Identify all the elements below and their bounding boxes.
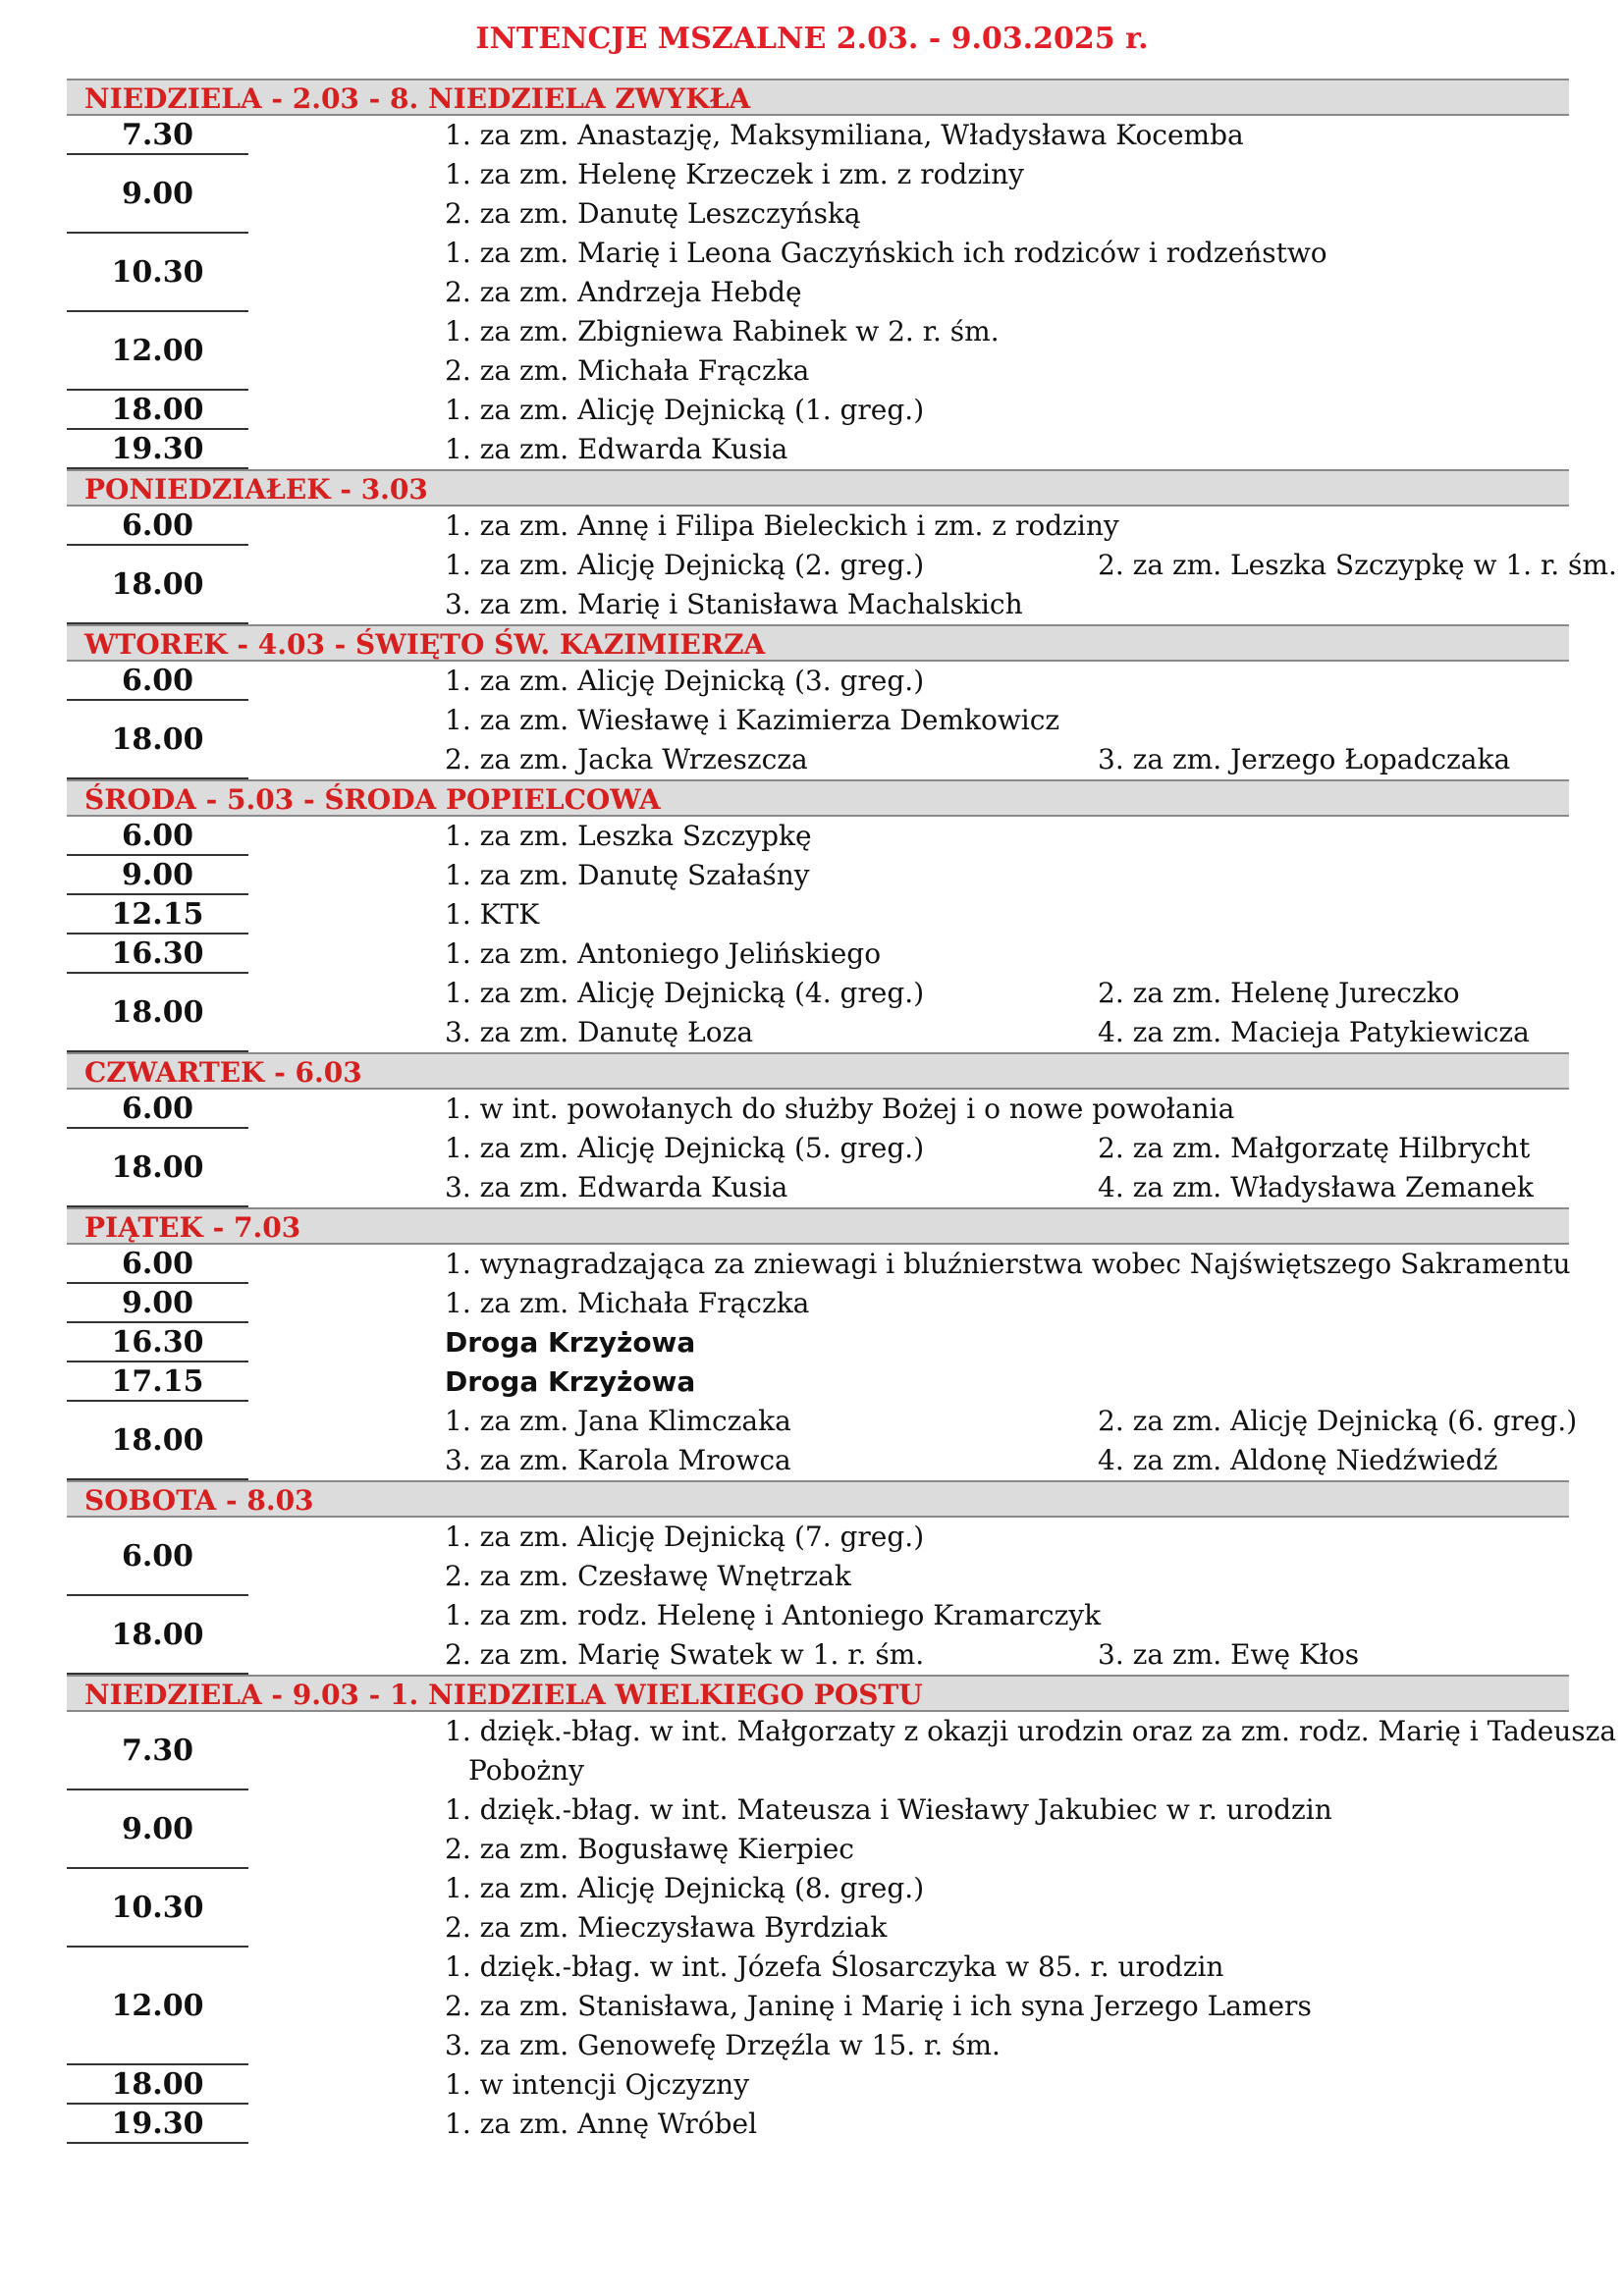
intention-text: 2. za zm. Michała Frączka	[445, 354, 810, 387]
mass-row	[67, 1948, 1569, 2065]
intention-text: 1. za zm. Antoniego Jelińskiego	[445, 937, 882, 970]
mass-time: 19.30	[67, 430, 248, 469]
mass-row	[67, 1712, 1617, 1790]
intention-line	[445, 1362, 1569, 1402]
mass-row	[67, 701, 1569, 779]
mass-time: 9.00	[67, 1284, 248, 1323]
intention-text: 1. za zm. Annę Wróbel	[445, 2108, 758, 2140]
mass-time: 12.00	[67, 1948, 248, 2065]
intention-text: 1. za zm. Wiesławę i Kazimierza Demkowicz	[445, 704, 1060, 736]
day-header: NIEDZIELA - 2.03 - 8. NIEDZIELA ZWYKŁA	[67, 79, 1569, 116]
intention-line	[445, 1596, 1569, 1635]
mass-intentions	[248, 1518, 1569, 1596]
mass-intentions	[248, 1869, 1569, 1948]
mass-intentions	[248, 934, 1569, 974]
intention-line	[445, 2026, 1569, 2065]
mass-intentions	[248, 856, 1569, 895]
intention-text: 3. za zm. Jerzego Łopadczaka	[1098, 743, 1511, 775]
mass-time: 6.00	[67, 817, 248, 856]
mass-row	[67, 662, 1569, 701]
mass-row	[67, 2105, 1569, 2144]
intention-line	[445, 351, 1569, 391]
intention-text: 2. za zm. Bogusławę Kierpiec	[445, 1833, 854, 1865]
intention-text: 1. za zm. Zbigniewa Rabinek w 2. r. śm.	[445, 315, 1000, 347]
mass-intentions	[248, 430, 1569, 469]
intention-text: 1. dzięk.-błag. w int. Józefa Ślosarczyka w 85. r. urodzin	[445, 1950, 1224, 1983]
intention-text: 1. w intencji Ojczyzny	[445, 2068, 750, 2101]
day-header: ŚRODA - 5.03 - ŚRODA POPIELCOWA	[67, 779, 1569, 817]
mass-time: 18.00	[67, 701, 248, 779]
mass-time: 10.30	[67, 1869, 248, 1948]
mass-row	[67, 1869, 1569, 1948]
intention-line	[445, 507, 1569, 546]
intention-text: 1. za zm. Alicję Dejnicką (8. greg.)	[445, 1872, 925, 1904]
intention-line	[445, 1129, 1569, 1168]
intention-text: 1. za zm. Alicję Dejnicką (1. greg.)	[445, 394, 925, 426]
mass-time: 18.00	[67, 974, 248, 1052]
intention-text: 3. za zm. Danutę Łoza	[445, 1016, 754, 1048]
intention-line	[445, 2105, 1569, 2144]
mass-time: 6.00	[67, 1245, 248, 1284]
intention-line	[445, 1402, 1577, 1441]
mass-row	[67, 1284, 1569, 1323]
mass-intentions	[248, 662, 1569, 701]
intention-text: 1. dzięk.-błag. w int. Małgorzaty z okazji urodzin oraz za zm. rodz. Marię i Tadeusza	[445, 1715, 1617, 1747]
mass-time: 19.30	[67, 2105, 248, 2144]
intention-line	[445, 1751, 1616, 1790]
intention-text: 1. za zm. Alicję Dejnicką (7. greg.)	[445, 1521, 925, 1553]
mass-row	[67, 895, 1569, 934]
intention-text: 1. wynagradzająca za zniewagi i bluźnierstwa wobec Najświętszego Sakramentu	[445, 1248, 1571, 1280]
intention-text: 2. za zm. Alicję Dejnicką (6. greg.)	[1098, 1405, 1578, 1437]
intention-text: 1. za zm. Edwarda Kusia	[445, 433, 788, 465]
intention-text: 1. za zm. Marię i Leona Gaczyńskich ich rodziców i rodzeństwo	[445, 237, 1327, 269]
intention-line	[445, 1790, 1569, 1830]
mass-time: 18.00	[67, 2065, 248, 2105]
intention-line	[445, 817, 1569, 856]
intention-line	[445, 1712, 1616, 1751]
intention-text: 1. za zm. Alicję Dejnicką (2. greg.)	[445, 549, 925, 581]
mass-row	[67, 1596, 1569, 1675]
intention-line	[445, 856, 1569, 895]
day-header: PONIEDZIAŁEK - 3.03	[67, 469, 1569, 507]
mass-row	[67, 234, 1569, 312]
mass-intentions	[248, 116, 1569, 155]
intention-text: 1. KTK	[445, 898, 540, 931]
intention-line	[445, 430, 1569, 469]
intention-line	[445, 1245, 1571, 1284]
mass-intentions	[248, 701, 1569, 779]
mass-intentions	[248, 1790, 1569, 1869]
intention-text: 1. za zm. Alicję Dejnicką (5. greg.)	[445, 1132, 925, 1164]
intention-text: 1. w int. powołanych do służby Bożej i o nowe powołania	[445, 1093, 1235, 1125]
mass-time: 18.00	[67, 546, 248, 624]
mass-intentions	[248, 546, 1617, 624]
intention-text: 1. za zm. Jana Klimczaka	[445, 1405, 791, 1437]
mass-time: 18.00	[67, 1596, 248, 1675]
mass-time: 16.30	[67, 934, 248, 974]
intention-text: 1. za zm. Annę i Filipa Bieleckich i zm. z rodziny	[445, 509, 1119, 542]
mass-row	[67, 1362, 1569, 1402]
mass-intentions	[248, 1245, 1571, 1284]
mass-row	[67, 817, 1569, 856]
mass-row	[67, 1518, 1569, 1596]
intention-text: 1. dzięk.-błag. w int. Mateusza i Wiesławy Jakubiec w r. urodzin	[445, 1793, 1332, 1826]
mass-time: 18.00	[67, 1129, 248, 1207]
mass-row	[67, 856, 1569, 895]
day-header: WTOREK - 4.03 - ŚWIĘTO ŚW. KAZIMIERZA	[67, 624, 1569, 662]
intention-line	[445, 2065, 1569, 2105]
mass-intentions	[248, 1284, 1569, 1323]
intention-text: 1. za zm. Danutę Szałaśny	[445, 859, 810, 891]
intention-line	[445, 1948, 1569, 1987]
day-header: CZWARTEK - 6.03	[67, 1052, 1569, 1090]
mass-intentions	[248, 1323, 1569, 1362]
intention-line	[445, 934, 1569, 974]
intention-text: 1. za zm. Helenę Krzeczek i zm. z rodziny	[445, 158, 1024, 190]
mass-intentions	[248, 1712, 1616, 1790]
mass-time: 7.30	[67, 116, 248, 155]
intention-line	[445, 116, 1569, 155]
intention-text: Droga Krzyżowa	[445, 1326, 696, 1359]
mass-row	[67, 1323, 1569, 1362]
intention-line	[445, 1284, 1569, 1323]
mass-row	[67, 974, 1569, 1052]
intention-text: 4. za zm. Aldonę Niedźwiedź	[1098, 1444, 1498, 1476]
mass-intentions	[248, 234, 1569, 312]
mass-intentions	[248, 1948, 1569, 2065]
intention-line	[445, 895, 1569, 934]
mass-time: 12.00	[67, 312, 248, 391]
mass-intentions	[248, 1090, 1569, 1129]
intention-line	[445, 1908, 1569, 1948]
mass-intentions	[248, 391, 1569, 430]
intention-text: 2. za zm. Mieczysława Byrdziak	[445, 1911, 888, 1944]
mass-time: 16.30	[67, 1323, 248, 1362]
mass-time: 6.00	[67, 1090, 248, 1129]
intention-line	[445, 1987, 1569, 2026]
intention-line	[445, 155, 1569, 194]
mass-row	[67, 1402, 1578, 1480]
intention-line	[445, 740, 1569, 779]
mass-time: 17.15	[67, 1362, 248, 1402]
day-header: PIĄTEK - 7.03	[67, 1207, 1569, 1245]
intention-line	[445, 1441, 1577, 1480]
mass-intentions	[248, 1596, 1569, 1675]
mass-intentions	[248, 2065, 1569, 2105]
page-title: INTENCJE MSZALNE 2.03. - 9.03.2025 r.	[475, 22, 1149, 56]
day-header: SOBOTA - 8.03	[67, 1480, 1569, 1518]
mass-intentions	[248, 974, 1569, 1052]
intention-line	[445, 391, 1569, 430]
intention-text: 3. za zm. Edwarda Kusia	[445, 1171, 788, 1203]
intention-text: 3. za zm. Karola Mrowca	[445, 1444, 791, 1476]
mass-time: 18.00	[67, 1402, 248, 1480]
intention-line	[445, 546, 1617, 585]
mass-intentions	[248, 312, 1569, 391]
mass-row	[67, 1090, 1569, 1129]
intention-text: 2. za zm. Stanisława, Janinę i Marię i ich syna Jerzego Lamers	[445, 1990, 1312, 2022]
intention-line	[445, 1518, 1569, 1557]
mass-row	[67, 155, 1569, 234]
mass-intentions	[248, 507, 1569, 546]
mass-time: 6.00	[67, 662, 248, 701]
intention-text: 2. za zm. Helenę Jureczko	[1098, 977, 1460, 1009]
intention-line	[445, 701, 1569, 740]
intention-text: 2. za zm. Leszka Szczypkę w 1. r. śm.	[1098, 549, 1617, 581]
mass-time: 18.00	[67, 391, 248, 430]
day-header: NIEDZIELA - 9.03 - 1. NIEDZIELA WIELKIEGO POSTU	[67, 1675, 1569, 1712]
intention-line	[445, 312, 1569, 351]
mass-time: 9.00	[67, 155, 248, 234]
mass-row	[67, 116, 1569, 155]
intention-text: 1. za zm. Anastazję, Maksymiliana, Władysława Kocemba	[445, 119, 1244, 151]
intention-text: 2. za zm. Danutę Leszczyńską	[445, 197, 861, 230]
mass-row	[67, 1790, 1569, 1869]
mass-intentions	[248, 1402, 1577, 1480]
intention-line	[445, 194, 1569, 234]
intention-text: 2. za zm. Marię Swatek w 1. r. śm.	[445, 1638, 925, 1671]
mass-row	[67, 391, 1569, 430]
mass-time: 9.00	[67, 856, 248, 895]
intention-text: Droga Krzyżowa	[445, 1365, 696, 1398]
mass-time: 6.00	[67, 1518, 248, 1596]
mass-time: 9.00	[67, 1790, 248, 1869]
intention-text: 1. za zm. Michała Frączka	[445, 1287, 810, 1319]
intention-text: Pobożny	[468, 1754, 584, 1787]
mass-row	[67, 312, 1569, 391]
mass-time: 10.30	[67, 234, 248, 312]
mass-intentions	[248, 2105, 1569, 2144]
mass-time: 6.00	[67, 507, 248, 546]
intention-line	[445, 1168, 1569, 1207]
mass-intentions	[248, 895, 1569, 934]
intention-line	[445, 1635, 1569, 1675]
intention-text: 1. za zm. Alicję Dejnicką (3. greg.)	[445, 665, 925, 697]
mass-time: 7.30	[67, 1712, 248, 1790]
intention-text: 2. za zm. Jacka Wrzeszcza	[445, 743, 808, 775]
intention-line	[445, 662, 1569, 701]
intention-line	[445, 1557, 1569, 1596]
intention-line	[445, 273, 1569, 312]
mass-intentions	[248, 1362, 1569, 1402]
intention-text: 1. za zm. Alicję Dejnicką (4. greg.)	[445, 977, 925, 1009]
intention-line	[445, 234, 1569, 273]
mass-row	[67, 1245, 1569, 1284]
intention-line	[445, 1323, 1569, 1362]
mass-time: 12.15	[67, 895, 248, 934]
intention-text: 2. za zm. Małgorzatę Hilbrycht	[1098, 1132, 1531, 1164]
intention-line	[445, 1090, 1569, 1129]
intention-line	[445, 1013, 1569, 1052]
intention-text: 2. za zm. Czesławę Wnętrzak	[445, 1560, 851, 1592]
mass-row	[67, 1129, 1569, 1207]
intention-line	[445, 585, 1617, 624]
intention-line	[445, 974, 1569, 1013]
intention-text: 1. za zm. rodz. Helenę i Antoniego Kramarczyk	[445, 1599, 1102, 1631]
mass-row	[67, 934, 1569, 974]
mass-row	[67, 546, 1617, 624]
intention-text: 4. za zm. Macieja Patykiewicza	[1098, 1016, 1530, 1048]
mass-row	[67, 507, 1569, 546]
mass-intentions	[248, 155, 1569, 234]
intention-text: 3. za zm. Ewę Kłos	[1098, 1638, 1360, 1671]
mass-row	[67, 430, 1569, 469]
intention-text: 1. za zm. Leszka Szczypkę	[445, 820, 812, 852]
mass-schedule	[67, 79, 1617, 2144]
intention-text: 3. za zm. Marię i Stanisława Machalskich	[445, 588, 1023, 620]
intention-line	[445, 1869, 1569, 1908]
mass-row	[67, 2065, 1569, 2105]
mass-intentions	[248, 1129, 1569, 1207]
intention-text: 3. za zm. Genowefę Drzęźla w 15. r. śm.	[445, 2029, 1001, 2061]
mass-intentions	[248, 817, 1569, 856]
intention-text: 2. za zm. Andrzeja Hebdę	[445, 276, 802, 308]
intention-line	[445, 1830, 1569, 1869]
intention-text: 4. za zm. Władysława Zemanek	[1098, 1171, 1534, 1203]
